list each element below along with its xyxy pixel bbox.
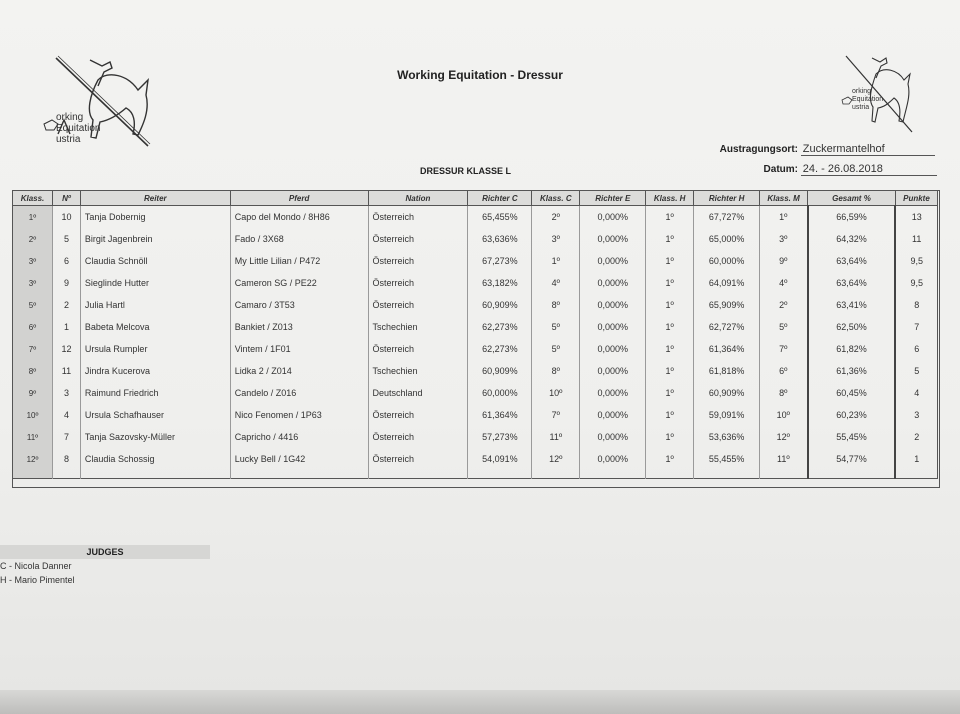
column-header: Richter E [580, 191, 646, 206]
judge-e-score-cell: 0,000% [580, 228, 646, 250]
table-spacer-row [13, 470, 938, 479]
points-cell: 8 [895, 294, 937, 316]
working-equitation-logo-left [38, 50, 158, 150]
table-row [13, 250, 938, 272]
working-equitation-logo-right [838, 52, 918, 138]
judge-h-rank-cell: 1º [646, 272, 694, 294]
total-percent-cell: 54,77% [808, 448, 896, 470]
rider-cell: Tanja Dobernig [80, 206, 230, 229]
judge-m-rank-cell: 3º [760, 228, 808, 250]
rider-cell: Claudia Schossig [80, 448, 230, 470]
nation-cell: Österreich [368, 338, 468, 360]
column-header: Punkte [895, 191, 937, 206]
empty-cell [760, 470, 808, 479]
empty-cell [52, 470, 80, 479]
points-cell: 4 [895, 382, 937, 404]
judge-m-rank-cell: 9º [760, 250, 808, 272]
points-cell: 7 [895, 316, 937, 338]
rider-cell: Birgit Jagenbrein [80, 228, 230, 250]
judge-h-rank-cell: 1º [646, 206, 694, 229]
column-header: Klass. M [760, 191, 808, 206]
empty-cell [694, 470, 760, 479]
column-header: Nation [368, 191, 468, 206]
rider-cell: Ursula Rumpler [80, 338, 230, 360]
number-cell: 8 [52, 448, 80, 470]
judge-e-score-cell: 0,000% [580, 426, 646, 448]
judge-e-score-cell: 0,000% [580, 206, 646, 229]
empty-cell [646, 470, 694, 479]
judge-h-rank-cell: 1º [646, 294, 694, 316]
rider-cell: Ursula Schafhauser [80, 404, 230, 426]
number-cell: 12 [52, 338, 80, 360]
number-cell: 4 [52, 404, 80, 426]
nation-cell: Österreich [368, 206, 468, 229]
judge-h-rank-cell: 1º [646, 228, 694, 250]
number-cell: 11 [52, 360, 80, 382]
horse-cell: Camaro / 3T53 [230, 294, 368, 316]
judges-heading: JUDGES [0, 545, 210, 559]
rank-cell: 1º [13, 206, 53, 229]
table-row [13, 206, 938, 229]
judge-m-rank-cell: 5º [760, 316, 808, 338]
judge-c-rank-cell: 8º [532, 360, 580, 382]
page-title: Working Equitation - Dressur [397, 68, 563, 82]
judge-c-rank-cell: 7º [532, 404, 580, 426]
judge-c-score-cell: 63,182% [468, 272, 532, 294]
number-cell: 9 [52, 272, 80, 294]
judge-e-score-cell: 0,000% [580, 404, 646, 426]
column-header: Pferd [230, 191, 368, 206]
number-cell: 5 [52, 228, 80, 250]
judge-c-score-cell: 61,364% [468, 404, 532, 426]
date-label: Datum: [763, 164, 798, 175]
column-header: Klass. C [532, 191, 580, 206]
nation-cell: Tschechien [368, 360, 468, 382]
column-header: Richter C [468, 191, 532, 206]
judge-h-score-cell: 67,727% [694, 206, 760, 229]
points-cell: 9,5 [895, 272, 937, 294]
number-cell: 6 [52, 250, 80, 272]
number-cell: 10 [52, 206, 80, 229]
judge-h-score-cell: 59,091% [694, 404, 760, 426]
judge-entry: H - Mario Pimentel [0, 575, 75, 585]
column-header: Nº [52, 191, 80, 206]
judge-c-score-cell: 54,091% [468, 448, 532, 470]
column-header: Klass. H [646, 191, 694, 206]
judge-m-rank-cell: 6º [760, 360, 808, 382]
judge-c-score-cell: 60,909% [468, 294, 532, 316]
empty-cell [532, 470, 580, 479]
nation-cell: Österreich [368, 426, 468, 448]
number-cell: 3 [52, 382, 80, 404]
number-cell: 7 [52, 426, 80, 448]
rider-cell: Raimund Friedrich [80, 382, 230, 404]
judge-c-rank-cell: 4º [532, 272, 580, 294]
rank-cell: 7º [13, 338, 53, 360]
rank-cell: 2º [13, 228, 53, 250]
total-percent-cell: 61,82% [808, 338, 896, 360]
total-percent-cell: 60,45% [808, 382, 896, 404]
class-title: DRESSUR KLASSE L [420, 166, 512, 176]
table-row [13, 404, 938, 426]
judge-m-rank-cell: 10º [760, 404, 808, 426]
horse-cell: My Little Lilian / P472 [230, 250, 368, 272]
results-table [12, 190, 938, 479]
nation-cell: Österreich [368, 448, 468, 470]
rank-cell: 10º [13, 404, 53, 426]
column-header: Richter H [694, 191, 760, 206]
judge-h-score-cell: 65,000% [694, 228, 760, 250]
points-cell: 3 [895, 404, 937, 426]
judge-h-score-cell: 61,818% [694, 360, 760, 382]
rank-cell: 11º [13, 426, 53, 448]
horse-cell: Capricho / 4416 [230, 426, 368, 448]
judge-c-rank-cell: 3º [532, 228, 580, 250]
judge-h-score-cell: 65,909% [694, 294, 760, 316]
points-cell: 13 [895, 206, 937, 229]
empty-cell [13, 470, 53, 479]
judge-e-score-cell: 0,000% [580, 338, 646, 360]
judge-c-score-cell: 67,273% [468, 250, 532, 272]
judge-c-score-cell: 57,273% [468, 426, 532, 448]
judge-h-rank-cell: 1º [646, 250, 694, 272]
rank-cell: 3º [13, 272, 53, 294]
venue-value: Zuckermantelhof [801, 143, 935, 156]
judge-h-rank-cell: 1º [646, 360, 694, 382]
horse-cell: Fado / 3X68 [230, 228, 368, 250]
table-row [13, 448, 938, 470]
judge-h-rank-cell: 1º [646, 316, 694, 338]
points-cell: 2 [895, 426, 937, 448]
rank-cell: 8º [13, 360, 53, 382]
empty-cell [808, 470, 896, 479]
rank-cell: 3º [13, 250, 53, 272]
rider-cell: Claudia Schnöll [80, 250, 230, 272]
horse-cell: Lucky Bell / 1G42 [230, 448, 368, 470]
judge-h-score-cell: 55,455% [694, 448, 760, 470]
nation-cell: Tschechien [368, 316, 468, 338]
judge-h-rank-cell: 1º [646, 404, 694, 426]
horse-cell: Nico Fenomen / 1P63 [230, 404, 368, 426]
judge-c-score-cell: 62,273% [468, 338, 532, 360]
table-row [13, 294, 938, 316]
judge-c-rank-cell: 5º [532, 338, 580, 360]
nation-cell: Österreich [368, 250, 468, 272]
judge-h-rank-cell: 1º [646, 338, 694, 360]
total-percent-cell: 63,64% [808, 250, 896, 272]
judge-h-score-cell: 60,000% [694, 250, 760, 272]
points-cell: 11 [895, 228, 937, 250]
rider-cell: Tanja Sazovsky-Müller [80, 426, 230, 448]
horse-cell: Lidka 2 / Z014 [230, 360, 368, 382]
judge-h-score-cell: 61,364% [694, 338, 760, 360]
judge-c-score-cell: 65,455% [468, 206, 532, 229]
judge-e-score-cell: 0,000% [580, 272, 646, 294]
judge-h-score-cell: 62,727% [694, 316, 760, 338]
judge-e-score-cell: 0,000% [580, 294, 646, 316]
horse-cell: Capo del Mondo / 8H86 [230, 206, 368, 229]
judge-m-rank-cell: 7º [760, 338, 808, 360]
column-header: Gesamt % [808, 191, 896, 206]
table-row [13, 382, 938, 404]
number-cell: 2 [52, 294, 80, 316]
rider-cell: Jindra Kucerova [80, 360, 230, 382]
judge-c-rank-cell: 1º [532, 250, 580, 272]
points-cell: 6 [895, 338, 937, 360]
nation-cell: Österreich [368, 228, 468, 250]
judge-c-rank-cell: 12º [532, 448, 580, 470]
total-percent-cell: 62,50% [808, 316, 896, 338]
points-cell: 1 [895, 448, 937, 470]
judge-m-rank-cell: 1º [760, 206, 808, 229]
judge-c-rank-cell: 8º [532, 294, 580, 316]
nation-cell: Österreich [368, 294, 468, 316]
judge-c-score-cell: 60,000% [468, 382, 532, 404]
total-percent-cell: 60,23% [808, 404, 896, 426]
empty-cell [230, 470, 368, 479]
rank-cell: 12º [13, 448, 53, 470]
judge-m-rank-cell: 11º [760, 448, 808, 470]
judge-e-score-cell: 0,000% [580, 250, 646, 272]
table-row [13, 360, 938, 382]
judge-h-rank-cell: 1º [646, 426, 694, 448]
nation-cell: Deutschland [368, 382, 468, 404]
date-row [712, 163, 937, 176]
table-row [13, 272, 938, 294]
judge-c-score-cell: 62,273% [468, 316, 532, 338]
logo-text-left: orking Equitation ustria [56, 112, 101, 145]
points-cell: 9,5 [895, 250, 937, 272]
horse-cell: Cameron SG / PE22 [230, 272, 368, 294]
judge-c-score-cell: 60,909% [468, 360, 532, 382]
table-row [13, 338, 938, 360]
empty-cell [895, 470, 937, 479]
total-percent-cell: 66,59% [808, 206, 896, 229]
table-row [13, 426, 938, 448]
judge-entry: C - Nicola Danner [0, 561, 72, 571]
nation-cell: Österreich [368, 404, 468, 426]
rank-cell: 5º [13, 294, 53, 316]
table-row [13, 316, 938, 338]
judge-e-score-cell: 0,000% [580, 360, 646, 382]
judge-h-score-cell: 64,091% [694, 272, 760, 294]
horse-cell: Bankiet / Z013 [230, 316, 368, 338]
rider-cell: Babeta Melcova [80, 316, 230, 338]
points-cell: 5 [895, 360, 937, 382]
empty-cell [368, 470, 468, 479]
judge-c-rank-cell: 2º [532, 206, 580, 229]
judge-c-rank-cell: 10º [532, 382, 580, 404]
judge-m-rank-cell: 12º [760, 426, 808, 448]
venue-label: Austragungsort: [719, 144, 798, 155]
total-percent-cell: 63,41% [808, 294, 896, 316]
judge-h-score-cell: 60,909% [694, 382, 760, 404]
number-cell: 1 [52, 316, 80, 338]
judge-h-rank-cell: 1º [646, 448, 694, 470]
judge-e-score-cell: 0,000% [580, 448, 646, 470]
rider-cell: Julia Hartl [80, 294, 230, 316]
judge-c-rank-cell: 11º [532, 426, 580, 448]
judge-m-rank-cell: 8º [760, 382, 808, 404]
nation-cell: Österreich [368, 272, 468, 294]
horse-cell: Candelo / Z016 [230, 382, 368, 404]
logo-text-right: orking Equitation ustria [852, 88, 884, 111]
empty-cell [580, 470, 646, 479]
judge-h-score-cell: 53,636% [694, 426, 760, 448]
judge-e-score-cell: 0,000% [580, 316, 646, 338]
rank-cell: 9º [13, 382, 53, 404]
judge-c-rank-cell: 5º [532, 316, 580, 338]
judge-h-rank-cell: 1º [646, 382, 694, 404]
venue-row [712, 143, 935, 156]
total-percent-cell: 55,45% [808, 426, 896, 448]
table-header-row [13, 191, 938, 206]
judge-m-rank-cell: 4º [760, 272, 808, 294]
judge-e-score-cell: 0,000% [580, 382, 646, 404]
column-header: Klass. [13, 191, 53, 206]
empty-cell [80, 470, 230, 479]
total-percent-cell: 61,36% [808, 360, 896, 382]
judge-m-rank-cell: 2º [760, 294, 808, 316]
total-percent-cell: 63,64% [808, 272, 896, 294]
rank-cell: 6º [13, 316, 53, 338]
rider-cell: Sieglinde Hutter [80, 272, 230, 294]
judge-c-score-cell: 63,636% [468, 228, 532, 250]
date-value: 24. - 26.08.2018 [801, 163, 937, 176]
empty-cell [468, 470, 532, 479]
table-row [13, 228, 938, 250]
column-header: Reiter [80, 191, 230, 206]
total-percent-cell: 64,32% [808, 228, 896, 250]
background [0, 690, 960, 714]
horse-cell: Vintem / 1F01 [230, 338, 368, 360]
